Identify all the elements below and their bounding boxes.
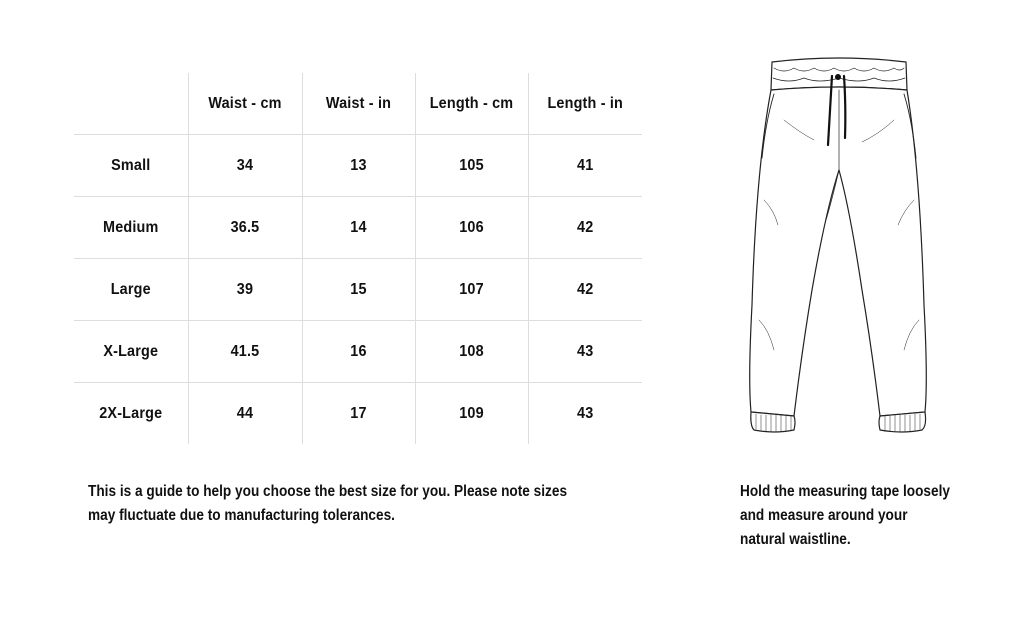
waist-cm-cell: 39 (194, 259, 297, 321)
length-in-cell: 41 (534, 135, 637, 197)
length-cm-cell: 107 (421, 259, 523, 321)
waist-cm-cell: 41.5 (194, 321, 297, 383)
waist-in-cell: 17 (308, 383, 410, 445)
table-row (74, 383, 642, 445)
length-in-cell: 43 (534, 321, 637, 383)
length-cm-cell: 108 (421, 321, 523, 383)
length-in-cell: 42 (534, 259, 637, 321)
table-row (74, 197, 642, 259)
header-length-in: Length - in (534, 73, 637, 135)
table-header-row (74, 73, 642, 135)
length-in-cell: 42 (534, 197, 637, 259)
size-label: Large (80, 259, 183, 321)
table-row (74, 135, 642, 197)
size-label: Small (80, 135, 183, 197)
waist-cm-cell: 44 (194, 383, 297, 445)
length-cm-cell: 109 (421, 383, 523, 445)
size-label: Medium (80, 197, 183, 259)
measure-instruction: Hold the measuring tape loosely and measure around your natural waistline. (740, 483, 950, 548)
waist-in-cell: 14 (308, 197, 410, 259)
waist-in-cell: 16 (308, 321, 410, 383)
header-waist-in: Waist - in (308, 73, 410, 135)
length-cm-cell: 106 (421, 197, 523, 259)
waist-cm-cell: 34 (194, 135, 297, 197)
size-label: 2X-Large (80, 383, 183, 445)
size-chart-table (74, 73, 642, 444)
waist-in-cell: 15 (308, 259, 410, 321)
sweatpants-icon (744, 50, 934, 435)
header-waist-cm: Waist - cm (194, 73, 297, 135)
table-row (74, 259, 642, 321)
header-length-cm: Length - cm (421, 73, 523, 135)
length-cm-cell: 105 (421, 135, 523, 197)
header-size (80, 73, 183, 135)
waist-in-cell: 13 (308, 135, 410, 197)
waist-cm-cell: 36.5 (194, 197, 297, 259)
size-guide-note: This is a guide to help you choose the best size for you. Please note sizes may fluctuate due to manufacturing tolerances. (88, 483, 568, 524)
table-row (74, 321, 642, 383)
size-label: X-Large (80, 321, 183, 383)
length-in-cell: 43 (534, 383, 637, 445)
